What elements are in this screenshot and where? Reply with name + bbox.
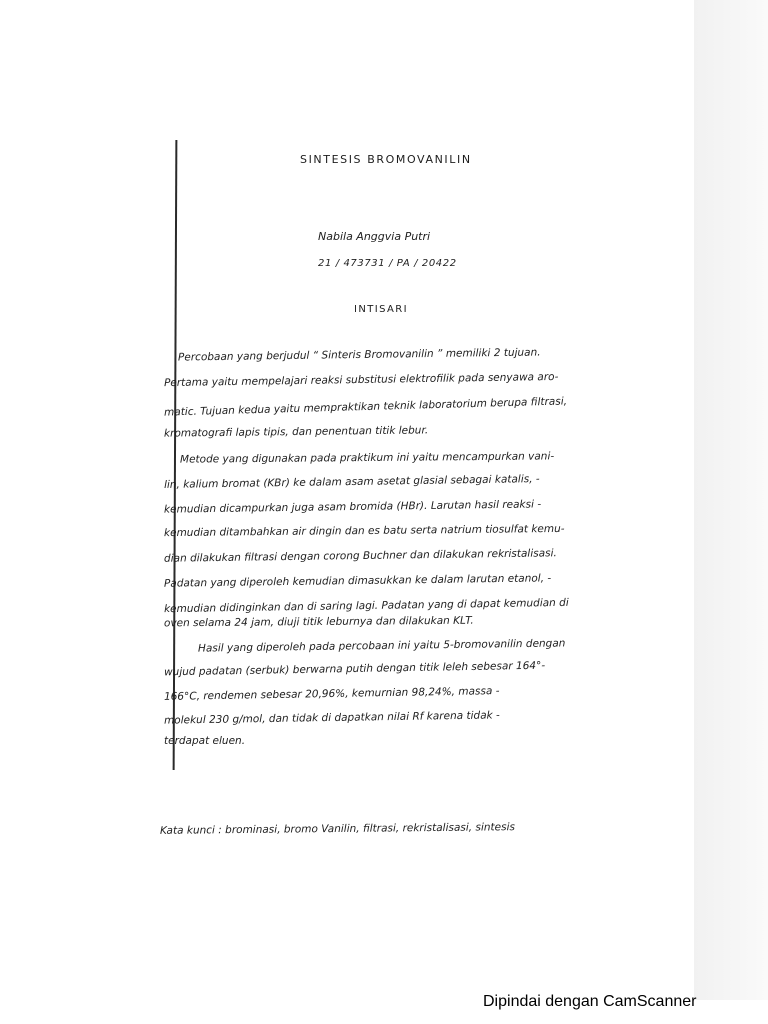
- abstract-line: Hasil yang diperoleh pada percobaan ini yaitu 5-bromovanilin dengan: [197, 637, 566, 655]
- abstract-line: Percobaan yang berjudul “ Sinteris Bromovanilin ” memiliki 2 tujuan.: [177, 346, 541, 364]
- author-name: Nabila Anggvia Putri: [318, 230, 431, 243]
- page-edge-shadow: [694, 0, 768, 1000]
- abstract-line: Padatan yang diperoleh kemudian dimasukkan ke dalam larutan etanol, -: [163, 572, 552, 590]
- abstract-line: kromatografi lapis tipis, dan penentuan titik lebur.: [163, 424, 429, 440]
- abstract-line: lin, kalium bromat (KBr) ke dalam asam asetat glasial sebagai katalis, -: [163, 473, 540, 491]
- abstract-line: oven selama 24 jam, diuji titik leburnya dan dilakukan KLT.: [163, 614, 474, 630]
- abstract-line: dian dilakukan filtrasi dengan corong Buchner dan dilakukan rekristalisasi.: [163, 547, 557, 565]
- section-heading: INTISARI: [354, 304, 408, 315]
- scanner-watermark: Dipindai dengan CamScanner: [483, 993, 697, 1010]
- student-id: 21 / 473731 / PA / 20422: [318, 258, 457, 269]
- abstract-line: kemudian dicampurkan juga asam bromida (HBr). Larutan hasil reaksi -: [163, 498, 542, 516]
- abstract-line: 166°C, rendemen sebesar 20,96%, kemurnian 98,24%, massa -: [163, 685, 500, 703]
- abstract-line: matic. Tujuan kedua yaitu mempraktikan teknik laboratorium berupa filtrasi,: [163, 395, 568, 419]
- keywords: Kata kunci : brominasi, bromo Vanilin, filtrasi, rekristalisasi, sintesis: [159, 821, 515, 837]
- abstract-line: wujud padatan (serbuk) berwarna putih dengan titik leleh sebesar 164°-: [163, 659, 546, 679]
- abstract-line: Metode yang digunakan pada praktikum ini yaitu mencampurkan vani-: [179, 450, 555, 466]
- abstract-line: terdapat eluen.: [164, 735, 246, 747]
- abstract-line: molekul 230 g/mol, dan tidak di dapatkan nilai Rf karena tidak -: [163, 709, 500, 727]
- abstract-line: Pertama yaitu mempelajari reaksi substitusi elektrofilik pada senyawa aro-: [163, 370, 559, 390]
- abstract-line: kemudian didinginkan dan di saring lagi. Padatan yang di dapat kemudian di: [163, 596, 569, 616]
- document-title: SINTESIS BROMOVANILIN: [300, 153, 472, 166]
- abstract-line: kemudian ditambahkan air dingin dan es batu serta natrium tiosulfat kemu-: [163, 522, 565, 540]
